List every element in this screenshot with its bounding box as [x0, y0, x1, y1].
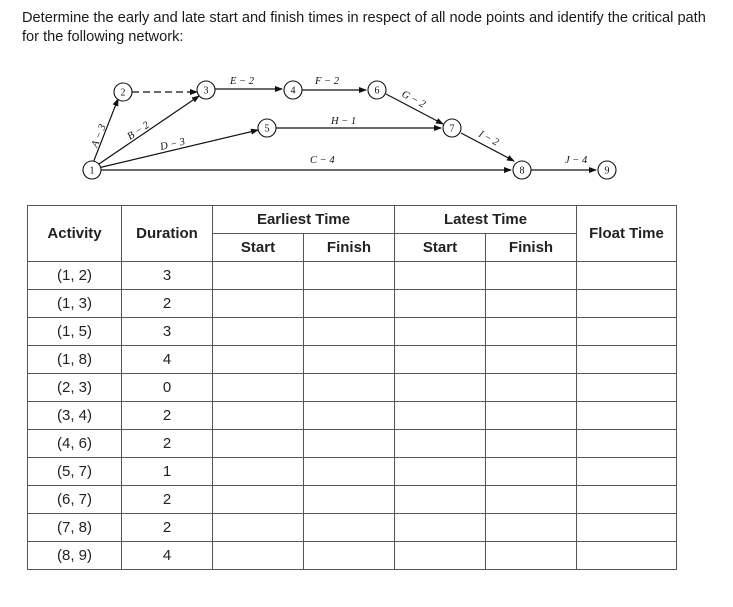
float-time-cell[interactable]: [577, 430, 677, 458]
edge-label-c: C − 4: [310, 155, 335, 166]
earliest-start-cell[interactable]: [213, 514, 304, 542]
earliest-finish-cell[interactable]: [304, 430, 395, 458]
latest-finish-cell[interactable]: [486, 262, 577, 290]
earliest-finish-cell[interactable]: [304, 262, 395, 290]
node-6-label: 6: [374, 85, 380, 97]
table-row: [28, 290, 677, 318]
earliest-finish-cell[interactable]: [304, 374, 395, 402]
table-row: [28, 486, 677, 514]
earliest-start-cell[interactable]: [213, 318, 304, 346]
duration-cell: 3: [122, 262, 213, 290]
float-time-cell[interactable]: [577, 542, 677, 570]
float-time-cell[interactable]: [577, 318, 677, 346]
schedule-table: [27, 205, 677, 570]
earliest-start-cell[interactable]: [213, 458, 304, 486]
duration-cell: 2: [122, 290, 213, 318]
earliest-start-cell[interactable]: [213, 374, 304, 402]
latest-start-cell[interactable]: [395, 346, 486, 374]
latest-start-cell[interactable]: [395, 514, 486, 542]
activity-cell: (4, 6): [28, 430, 122, 458]
float-time-cell[interactable]: [577, 514, 677, 542]
float-time-cell[interactable]: [577, 346, 677, 374]
header-latest-time: Latest Time: [395, 206, 577, 234]
edge-label-a: A − 3: [89, 122, 109, 150]
latest-finish-cell[interactable]: [486, 514, 577, 542]
node-8-label: 8: [519, 165, 525, 177]
float-time-cell[interactable]: [577, 486, 677, 514]
latest-start-cell[interactable]: [395, 262, 486, 290]
earliest-start-cell[interactable]: [213, 486, 304, 514]
network-diagram: [0, 0, 733, 200]
latest-start-cell[interactable]: [395, 458, 486, 486]
earliest-finish-cell[interactable]: [304, 542, 395, 570]
latest-finish-cell[interactable]: [486, 486, 577, 514]
activity-cell: (1, 3): [28, 290, 122, 318]
duration-cell: 4: [122, 346, 213, 374]
activity-cell: (8, 9): [28, 542, 122, 570]
node-7-label: 7: [449, 123, 455, 135]
table-row: [28, 374, 677, 402]
duration-cell: 3: [122, 318, 213, 346]
earliest-finish-cell[interactable]: [304, 346, 395, 374]
earliest-start-cell[interactable]: [213, 430, 304, 458]
activity-cell: (6, 7): [28, 486, 122, 514]
table-row: [28, 402, 677, 430]
earliest-finish-cell[interactable]: [304, 458, 395, 486]
node-2-label: 2: [120, 87, 126, 99]
node-1-label: 1: [89, 165, 95, 177]
latest-finish-cell[interactable]: [486, 318, 577, 346]
latest-start-cell[interactable]: [395, 542, 486, 570]
float-time-cell[interactable]: [577, 290, 677, 318]
earliest-start-cell[interactable]: [213, 542, 304, 570]
float-time-cell[interactable]: [577, 458, 677, 486]
earliest-start-cell[interactable]: [213, 346, 304, 374]
latest-finish-cell[interactable]: [486, 402, 577, 430]
edge-label-b: B − 2: [125, 119, 152, 143]
duration-cell: 2: [122, 486, 213, 514]
duration-cell: 1: [122, 458, 213, 486]
latest-finish-cell[interactable]: [486, 346, 577, 374]
latest-finish-cell[interactable]: [486, 430, 577, 458]
duration-cell: 2: [122, 402, 213, 430]
edge-label-e: E − 2: [230, 76, 254, 87]
header-latest-start: Start: [395, 234, 486, 262]
header-earliest-finish: Finish: [304, 234, 395, 262]
header-duration: Duration: [122, 206, 213, 262]
latest-finish-cell[interactable]: [486, 458, 577, 486]
activity-cell: (2, 3): [28, 374, 122, 402]
node-5-label: 5: [264, 123, 270, 135]
node-3-label: 3: [203, 85, 209, 97]
header-earliest-time: Earliest Time: [213, 206, 395, 234]
latest-start-cell[interactable]: [395, 318, 486, 346]
edge-label-h: H − 1: [331, 116, 357, 127]
table-row: [28, 346, 677, 374]
earliest-finish-cell[interactable]: [304, 402, 395, 430]
float-time-cell[interactable]: [577, 262, 677, 290]
latest-start-cell[interactable]: [395, 486, 486, 514]
header-earliest-start: Start: [213, 234, 304, 262]
table-row: [28, 542, 677, 570]
node-4-label: 4: [290, 85, 296, 97]
earliest-start-cell[interactable]: [213, 402, 304, 430]
table-row: [28, 262, 677, 290]
edge-label-g: G − 2: [399, 88, 427, 111]
earliest-start-cell[interactable]: [213, 262, 304, 290]
header-float-time: Float Time: [577, 206, 677, 262]
earliest-finish-cell[interactable]: [304, 318, 395, 346]
activity-cell: (1, 8): [28, 346, 122, 374]
float-time-cell[interactable]: [577, 374, 677, 402]
duration-cell: 4: [122, 542, 213, 570]
activity-cell: (1, 2): [28, 262, 122, 290]
earliest-finish-cell[interactable]: [304, 486, 395, 514]
earliest-finish-cell[interactable]: [304, 290, 395, 318]
duration-cell: 2: [122, 430, 213, 458]
edge-label-d: D − 3: [159, 136, 187, 153]
node-9-label: 9: [604, 165, 610, 177]
latest-start-cell[interactable]: [395, 374, 486, 402]
activity-cell: (7, 8): [28, 514, 122, 542]
duration-cell: 0: [122, 374, 213, 402]
table-body: [28, 262, 677, 570]
latest-start-cell[interactable]: [395, 402, 486, 430]
float-time-cell[interactable]: [577, 402, 677, 430]
latest-start-cell[interactable]: [395, 430, 486, 458]
activity-cell: (3, 4): [28, 402, 122, 430]
earliest-finish-cell[interactable]: [304, 514, 395, 542]
duration-cell: 2: [122, 514, 213, 542]
table-row: [28, 430, 677, 458]
table-row: [28, 458, 677, 486]
edge-label-j: J − 4: [565, 155, 588, 166]
table-row: [28, 514, 677, 542]
activity-cell: (5, 7): [28, 458, 122, 486]
edge-label-f: F − 2: [315, 76, 339, 87]
activity-cell: (1, 5): [28, 318, 122, 346]
latest-finish-cell[interactable]: [486, 374, 577, 402]
latest-finish-cell[interactable]: [486, 542, 577, 570]
earliest-start-cell[interactable]: [213, 290, 304, 318]
header-latest-finish: Finish: [486, 234, 577, 262]
latest-start-cell[interactable]: [395, 290, 486, 318]
header-activity: Activity: [28, 206, 122, 262]
table-row: [28, 318, 677, 346]
question-text: Determine the early and late start and finish times in respect of all node points and identify the critical path for the following network:: [22, 10, 706, 45]
edge-label-i: I − 2: [476, 128, 501, 149]
latest-finish-cell[interactable]: [486, 290, 577, 318]
